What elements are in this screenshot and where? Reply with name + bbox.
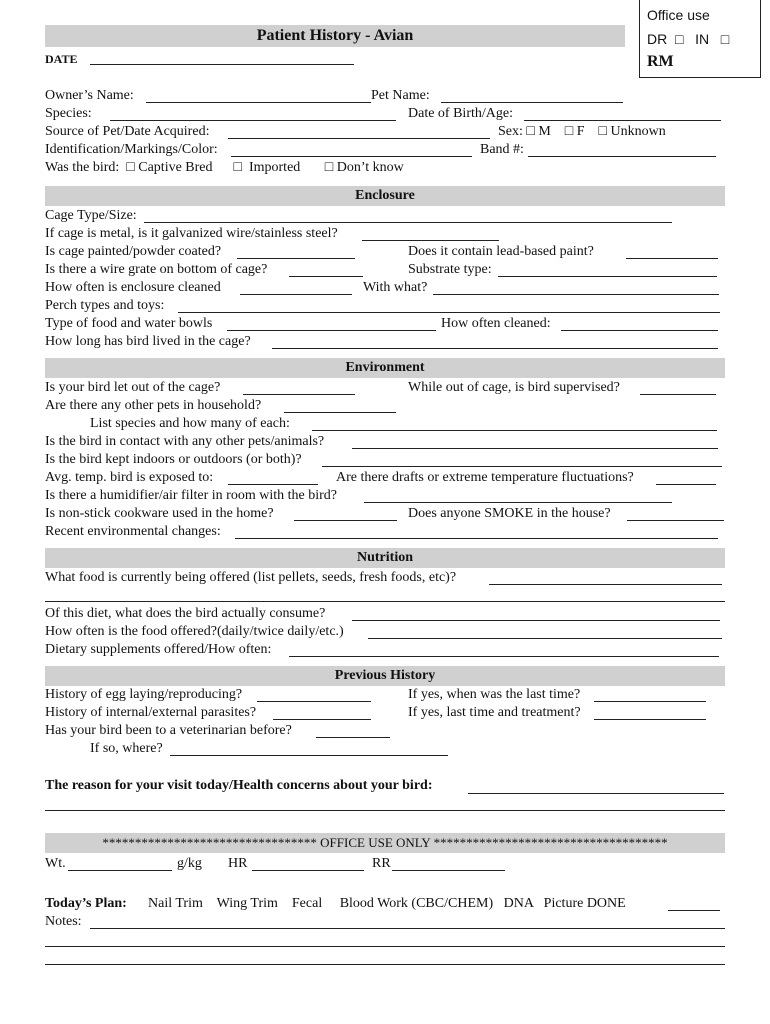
bowls-label: Type of food and water bowls xyxy=(45,316,213,331)
rr-field[interactable] xyxy=(392,870,505,871)
rr-label: RR xyxy=(372,856,391,871)
substrate-field[interactable] xyxy=(498,276,717,277)
office-use-box xyxy=(639,0,761,78)
bowls-field[interactable] xyxy=(227,330,436,331)
egg-laying-field[interactable] xyxy=(257,701,371,702)
was-bird-options[interactable]: Was the bird: □ Captive Bred □ Imported □ Don’t know xyxy=(45,160,404,175)
office-dr-in-checkboxes[interactable]: DR □ IN □ xyxy=(647,31,730,47)
weight-unit: g/kg xyxy=(177,856,202,871)
pet-name-field[interactable] xyxy=(441,102,623,103)
enclosure-cleaned-field[interactable] xyxy=(240,294,352,295)
notes-field-line2[interactable] xyxy=(45,946,725,947)
with-what-label: With what? xyxy=(363,280,428,295)
wire-grate-field[interactable] xyxy=(289,276,363,277)
with-what-field[interactable] xyxy=(433,294,719,295)
hr-field[interactable] xyxy=(252,870,364,871)
dob-field[interactable] xyxy=(524,120,721,121)
list-species-field[interactable] xyxy=(312,430,717,431)
bowls-cleaned-field[interactable] xyxy=(561,330,718,331)
parasites-field[interactable] xyxy=(273,719,371,720)
picture-done-field[interactable] xyxy=(668,910,720,911)
reason-label: The reason for your visit today/Health concerns about your bird: xyxy=(45,778,433,793)
page-title: Patient History - Avian xyxy=(256,27,414,44)
previous-history-header: Previous History xyxy=(334,668,436,683)
consume-label: Of this diet, what does the bird actually consume? xyxy=(45,606,326,621)
humidifier-label: Is there a humidifier/air filter in room with the bird? xyxy=(45,488,337,503)
egg-last-time-field[interactable] xyxy=(594,701,706,702)
band-field[interactable] xyxy=(528,156,716,157)
indoors-outdoors-label: Is the bird kept indoors or outdoors (or both)? xyxy=(45,452,302,467)
bowls-cleaned-label: How often cleaned: xyxy=(441,316,551,331)
pet-name-label: Pet Name: xyxy=(371,88,430,103)
supervised-label: While out of cage, is bird supervised? xyxy=(408,380,620,395)
date-field[interactable] xyxy=(90,64,354,65)
parasites-label: History of internal/external parasites? xyxy=(45,705,257,720)
cage-metal-label: If cage is metal, is it galvanized wire/stainless steel? xyxy=(45,226,338,241)
egg-last-time-label: If yes, when was the last time? xyxy=(408,687,581,702)
supervised-field[interactable] xyxy=(640,394,716,395)
species-label: Species: xyxy=(45,106,92,121)
owner-name-label: Owner’s Name: xyxy=(45,88,134,103)
wire-grate-label: Is there a wire grate on bottom of cage? xyxy=(45,262,268,277)
cage-metal-field[interactable] xyxy=(362,240,499,241)
cage-painted-field[interactable] xyxy=(237,258,355,259)
ident-label: Identification/Markings/Color: xyxy=(45,142,218,157)
weight-field[interactable] xyxy=(68,870,172,871)
plan-options[interactable]: Nail Trim Wing Trim Fecal Blood Work (CBC/CHEM) DNA Picture DONE xyxy=(148,896,626,911)
owner-name-field[interactable] xyxy=(146,102,371,103)
consume-field[interactable] xyxy=(352,620,720,621)
sex-options[interactable]: Sex: □ M □ F □ Unknown xyxy=(498,124,666,139)
ident-field[interactable] xyxy=(231,156,472,157)
reason-field-line2[interactable] xyxy=(45,810,725,811)
nonstick-label: Is non-stick cookware used in the home? xyxy=(45,506,274,521)
contact-pets-label: Is the bird in contact with any other pets/animals? xyxy=(45,434,325,449)
todays-plan-label: Today’s Plan: xyxy=(45,896,127,911)
reason-field[interactable] xyxy=(468,793,724,794)
food-frequency-field[interactable] xyxy=(368,638,722,639)
other-pets-label: Are there any other pets in household? xyxy=(45,398,262,413)
avg-temp-label: Avg. temp. bird is exposed to: xyxy=(45,470,214,485)
office-rm-label: RM xyxy=(647,53,674,70)
cage-duration-field[interactable] xyxy=(272,348,718,349)
notes-field[interactable] xyxy=(90,928,725,929)
office-use-label: Office use xyxy=(647,7,710,23)
cage-type-field[interactable] xyxy=(144,222,672,223)
dob-label: Date of Birth/Age: xyxy=(408,106,513,121)
smoke-label: Does anyone SMOKE in the house? xyxy=(408,506,611,521)
vet-where-label: If so, where? xyxy=(90,741,163,756)
perch-toys-label: Perch types and toys: xyxy=(45,298,165,313)
lead-paint-field[interactable] xyxy=(626,258,718,259)
source-label: Source of Pet/Date Acquired: xyxy=(45,124,210,139)
office-use-header: ********************************* OFFICE USE ONLY ************************************ xyxy=(102,835,668,850)
treatment-field[interactable] xyxy=(594,719,706,720)
list-species-label: List species and how many of each: xyxy=(90,416,290,431)
contact-pets-field[interactable] xyxy=(352,448,718,449)
perch-toys-field[interactable] xyxy=(178,312,720,313)
cage-type-label: Cage Type/Size: xyxy=(45,208,137,223)
drafts-label: Are there drafts or extreme temperature fluctuations? xyxy=(336,470,634,485)
other-pets-field[interactable] xyxy=(284,412,396,413)
date-label: DATE xyxy=(45,52,78,66)
nonstick-field[interactable] xyxy=(294,520,397,521)
band-label: Band #: xyxy=(480,142,524,157)
drafts-field[interactable] xyxy=(656,484,716,485)
source-field[interactable] xyxy=(228,138,490,139)
notes-label: Notes: xyxy=(45,914,82,929)
vet-where-field[interactable] xyxy=(170,755,448,756)
weight-label: Wt. xyxy=(45,856,66,871)
notes-field-line3[interactable] xyxy=(45,964,725,965)
lead-paint-label: Does it contain lead-based paint? xyxy=(408,244,594,259)
env-changes-field[interactable] xyxy=(235,538,718,539)
vet-before-label: Has your bird been to a veterinarian before? xyxy=(45,723,292,738)
enclosure-cleaned-label: How often is enclosure cleaned xyxy=(45,280,221,295)
food-offered-label: What food is currently being offered (list pellets, seeds, fresh foods, etc)? xyxy=(45,570,457,585)
cage-painted-label: Is cage painted/powder coated? xyxy=(45,244,222,259)
avg-temp-field[interactable] xyxy=(228,484,318,485)
food-offered-field-line2[interactable] xyxy=(45,601,725,602)
supplements-label: Dietary supplements offered/How often: xyxy=(45,642,272,657)
indoors-outdoors-field[interactable] xyxy=(322,466,722,467)
food-offered-field[interactable] xyxy=(489,584,722,585)
species-field[interactable] xyxy=(110,120,396,121)
vet-before-field[interactable] xyxy=(316,737,390,738)
cage-duration-label: How long has bird lived in the cage? xyxy=(45,334,251,349)
nutrition-header: Nutrition xyxy=(357,550,413,565)
smoke-field[interactable] xyxy=(627,520,724,521)
environment-header: Environment xyxy=(345,360,425,375)
env-changes-label: Recent environmental changes: xyxy=(45,524,221,539)
enclosure-header: Enclosure xyxy=(355,188,415,203)
hr-label: HR xyxy=(228,856,248,871)
let-out-label: Is your bird let out of the cage? xyxy=(45,380,221,395)
supplements-field[interactable] xyxy=(289,656,719,657)
substrate-label: Substrate type: xyxy=(408,262,492,277)
treatment-label: If yes, last time and treatment? xyxy=(408,705,581,720)
let-out-field[interactable] xyxy=(243,394,355,395)
egg-laying-label: History of egg laying/reproducing? xyxy=(45,687,243,702)
food-frequency-label: How often is the food offered?(daily/twice daily/etc.) xyxy=(45,624,344,639)
humidifier-field[interactable] xyxy=(364,502,672,503)
